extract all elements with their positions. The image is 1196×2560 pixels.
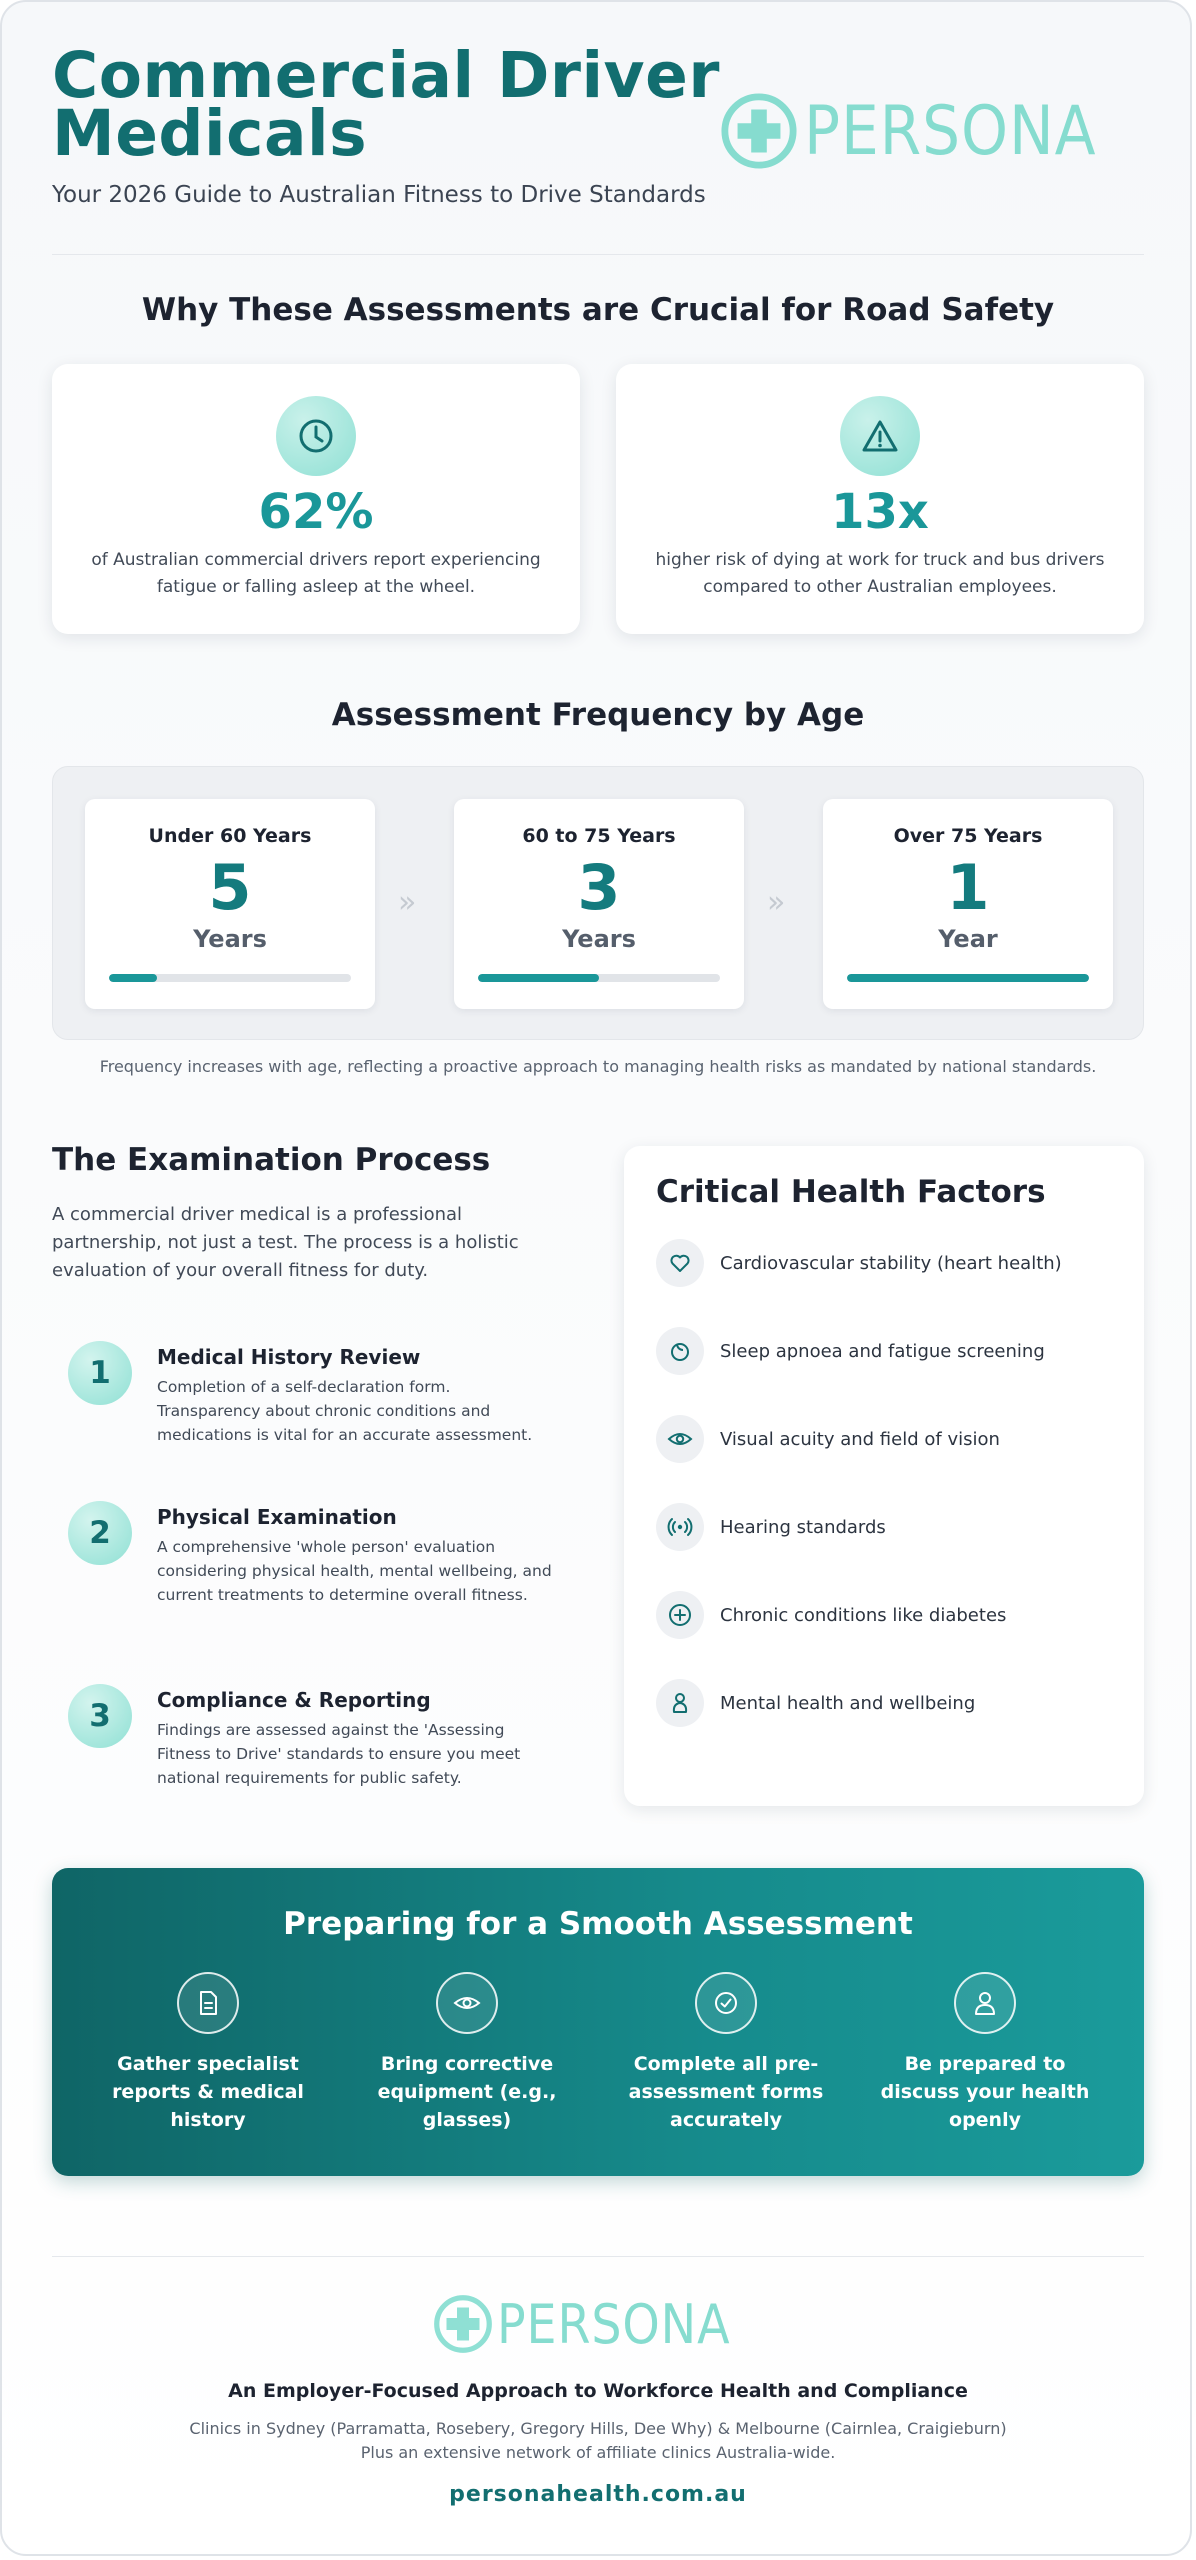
- frequency-title: Assessment Frequency by Age: [331, 697, 865, 733]
- step-number: 2: [68, 1501, 132, 1565]
- interval-value: 3: [577, 851, 621, 924]
- sleep-icon: [656, 1327, 704, 1375]
- interval-unit: Years: [193, 925, 267, 953]
- step-title: Medical History Review: [157, 1345, 421, 1369]
- examination-intro: A commercial driver medical is a professional partnership, not just a test. The process is a holistic evaluation of your overall fitness for duty.: [52, 1204, 519, 1281]
- factor-label: Sleep apnoea and fatigue screening: [720, 1340, 1045, 1362]
- prep-label: Complete all pre-assessment forms accurately: [628, 2053, 824, 2131]
- frequency-note: Frequency increases with age, reflecting a proactive approach to managing health risks as mandated by national standards.: [99, 1057, 1097, 1076]
- prep-item-glasses: [347, 1972, 587, 2134]
- stat-card-risk: [616, 364, 1144, 634]
- step-description: A comprehensive 'whole person' evaluation considering physical health, mental wellbeing, and current treatments to determine overall fitness.: [157, 1538, 552, 1604]
- user-icon: [954, 1972, 1016, 2034]
- step-description: Findings are assessed against the 'Assessing Fitness to Drive' standards to ensure you meet national requirements for public safety.: [157, 1721, 521, 1787]
- step-description: Completion of a self-declaration form. Transparency about chronic conditions and medications is vital for an accurate assessment.: [157, 1378, 533, 1444]
- locations-line-2: Plus an extensive network of affiliate clinics Australia-wide.: [360, 2443, 836, 2462]
- interval-unit: Years: [562, 925, 636, 953]
- hearing-icon: [656, 1503, 704, 1551]
- frequency-card-over-75: [823, 799, 1113, 1009]
- factor-mental-health: [656, 1678, 975, 1728]
- factor-label: Visual acuity and field of vision: [720, 1428, 1000, 1450]
- stat-description: higher risk of dying at work for truck and bus drivers compared to other Australian employees.: [655, 550, 1105, 597]
- footer-brand-name: PERSONA: [497, 2292, 731, 2356]
- frequency-progress-bar: [478, 974, 720, 982]
- eye-icon: [436, 1972, 498, 2034]
- title-line-1: Commercial Driver: [52, 39, 720, 112]
- frequency-progress-bar: [109, 974, 351, 982]
- progress-fill: [478, 974, 599, 982]
- factor-cardiovascular: [656, 1238, 1062, 1288]
- locations-line-1: Clinics in Sydney (Parramatta, Rosebery, Gregory Hills, Dee Why) & Melbourne (Cairnlea, Craigieburn): [189, 2419, 1007, 2438]
- prep-item-discuss: [865, 1972, 1105, 2134]
- age-label: 60 to 75 Years: [522, 825, 676, 847]
- progress-fill: [847, 974, 1089, 982]
- prep-item-forms: [606, 1972, 846, 2134]
- brand-logo: [720, 91, 1136, 171]
- divider: [52, 254, 1144, 255]
- title-line-2: Medicals: [52, 97, 368, 170]
- chevron-double-right-icon: »: [767, 885, 786, 920]
- factor-label: Hearing standards: [720, 1516, 886, 1538]
- importance-title: Why These Assessments are Crucial for Road Safety: [141, 292, 1055, 328]
- prep-label: Gather specialist reports & medical history: [112, 2053, 304, 2131]
- interval-value: 5: [208, 851, 252, 924]
- factor-vision: [656, 1414, 1000, 1464]
- step-title: Compliance & Reporting: [157, 1688, 431, 1712]
- step-number: 3: [68, 1684, 132, 1748]
- check-circle-icon: [695, 1972, 757, 2034]
- chevron-double-right-icon: »: [398, 885, 417, 920]
- clock-alert-icon: [276, 396, 356, 476]
- medical-cross-logo-icon: [433, 2294, 493, 2354]
- heart-icon: [656, 1239, 704, 1287]
- preparation-title: Preparing for a Smooth Assessment: [283, 1906, 913, 1942]
- factor-hearing: [656, 1502, 886, 1552]
- prep-label: Bring corrective equipment (e.g., glasses): [377, 2053, 557, 2131]
- stat-value: 13x: [831, 484, 929, 540]
- interval-value: 1: [946, 851, 990, 924]
- footer-logo: [2, 2292, 1192, 2356]
- prep-label: Be prepared to discuss your health openly: [880, 2053, 1090, 2131]
- page-subtitle: Your 2026 Guide to Australian Fitness to Drive Standards: [52, 182, 706, 208]
- factor-label: Mental health and wellbeing: [720, 1692, 976, 1714]
- frequency-card-under-60: [85, 799, 375, 1009]
- age-label: Over 75 Years: [893, 825, 1043, 847]
- progress-fill: [109, 974, 157, 982]
- footer-locations: [2, 2417, 1192, 2465]
- interval-unit: Year: [938, 925, 998, 953]
- frequency-panel: [52, 766, 1144, 1040]
- website-link[interactable]: personahealth.com.au: [449, 2482, 747, 2507]
- medical-cross-logo-icon: [720, 92, 798, 170]
- preparation-banner: [52, 1868, 1144, 2176]
- stat-value: 62%: [258, 484, 374, 540]
- footer-tagline: An Employer-Focused Approach to Workforce Health and Compliance: [228, 2380, 968, 2402]
- brand-name: PERSONA: [803, 91, 1097, 171]
- divider: [52, 2256, 1144, 2257]
- person-icon: [656, 1679, 704, 1727]
- factor-label: Chronic conditions like diabetes: [720, 1604, 1007, 1626]
- stat-description: of Australian commercial drivers report experiencing fatigue or falling asleep at the wheel.: [91, 550, 541, 597]
- health-factors-title: Critical Health Factors: [656, 1174, 1046, 1210]
- document-icon: [177, 1972, 239, 2034]
- age-label: Under 60 Years: [148, 825, 312, 847]
- plus-circle-icon: [656, 1591, 704, 1639]
- frequency-card-60-75: [454, 799, 744, 1009]
- step-number: 1: [68, 1341, 132, 1405]
- frequency-progress-bar: [847, 974, 1089, 982]
- eye-icon: [656, 1415, 704, 1463]
- warning-triangle-icon: [840, 396, 920, 476]
- factor-label: Cardiovascular stability (heart health): [720, 1252, 1062, 1274]
- health-factors-card: [624, 1146, 1144, 1806]
- stat-card-fatigue: [52, 364, 580, 634]
- prep-item-reports: [88, 1972, 328, 2134]
- header: [52, 39, 1144, 227]
- examination-title: The Examination Process: [52, 1142, 491, 1178]
- step-title: Physical Examination: [157, 1505, 397, 1529]
- factor-chronic-conditions: [656, 1590, 1006, 1640]
- factor-sleep-apnoea: [656, 1326, 1045, 1376]
